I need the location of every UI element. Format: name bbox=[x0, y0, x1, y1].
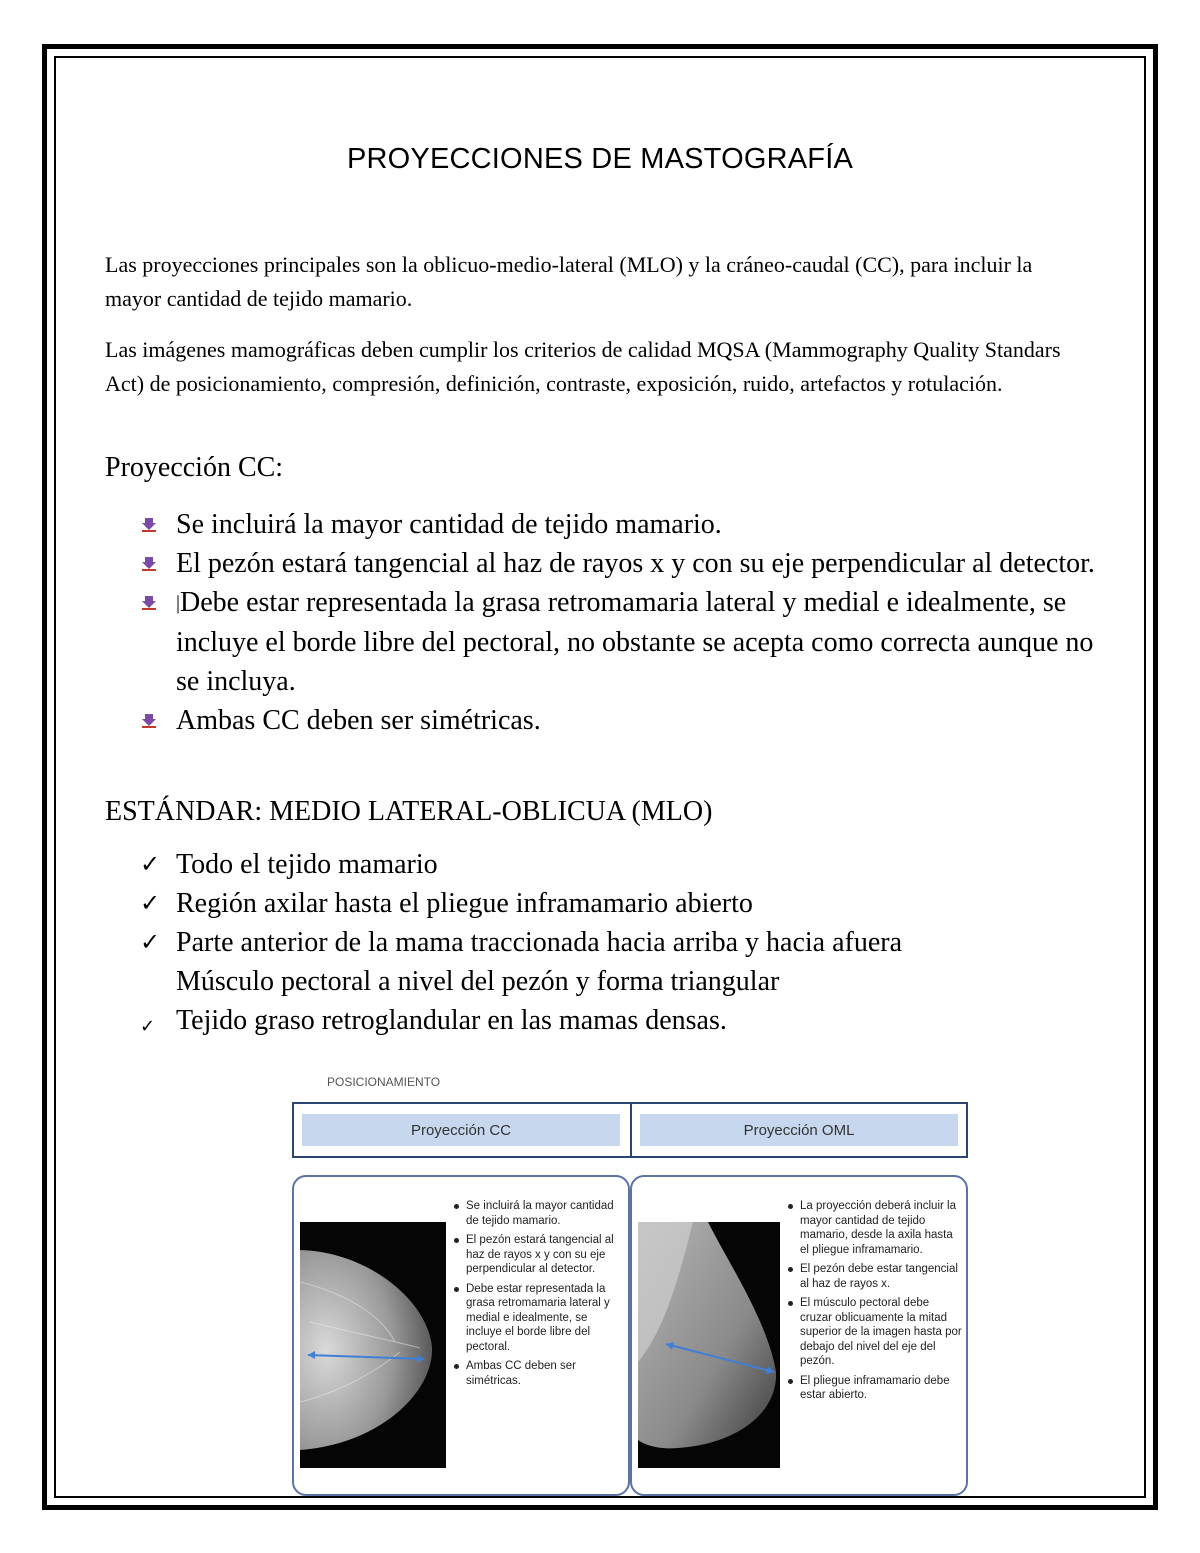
mlo-item-text: Tejido graso retroglandular en las mamas densas. bbox=[176, 1005, 727, 1036]
oml-breast-xray bbox=[638, 1222, 780, 1468]
cc-heading: Proyección CC: bbox=[105, 452, 284, 483]
check-icon: ✓ bbox=[140, 889, 161, 917]
oml-figure-bullets bbox=[786, 1199, 964, 1408]
arrow-down-bullet-icon bbox=[142, 714, 156, 728]
oml-panel bbox=[630, 1175, 968, 1496]
oml-mammogram-image bbox=[638, 1222, 780, 1468]
list-item: La proyección deberá incluir la mayor cantidad de tejido mamario, desde la axila hasta el pliegue inframamario. bbox=[786, 1199, 964, 1257]
list-item: El pezón estará tangencial al haz de rayos x y con su eje perpendicular al detector. bbox=[452, 1233, 626, 1277]
cc-item-text: Ambas CC deben ser simétricas. bbox=[176, 705, 541, 736]
check-icon: ✓ bbox=[140, 850, 161, 878]
list-item bbox=[0, 923, 1110, 962]
check-icon: ✓ bbox=[140, 1016, 156, 1037]
text-cursor-mark: | bbox=[176, 592, 181, 614]
list-item bbox=[0, 701, 1110, 740]
figure-header bbox=[292, 1102, 968, 1158]
arrow-down-bullet-icon bbox=[142, 557, 156, 571]
mlo-item-text: Parte anterior de la mama traccionada hacia arriba y hacia afuera bbox=[176, 927, 903, 958]
arrow-down-bullet-icon bbox=[142, 518, 156, 532]
cc-breast-xray bbox=[300, 1222, 446, 1468]
intro-paragraph-2: Las imágenes mamográficas deben cumplir los criterios de calidad MQSA (Mammography Quality Standars Act) de posicionamiento, compresión, definición, contraste, exposición, ruido, artefactos y rotulación. bbox=[105, 337, 1061, 396]
cc-item-text: El pezón estará tangencial al haz de rayos x y con su eje perpendicular al detector. bbox=[176, 548, 1095, 579]
mlo-heading: ESTÁNDAR: MEDIO LATERAL-OBLICUA (MLO) bbox=[105, 796, 713, 827]
list-item: El músculo pectoral debe cruzar oblicuamente la mitad superior de la imagen hasta por debajo del nivel del eje del pezón. bbox=[786, 1296, 964, 1369]
list-item bbox=[0, 544, 1110, 583]
list-item: Ambas CC deben ser simétricas. bbox=[452, 1359, 626, 1388]
cc-figure-bullets bbox=[452, 1199, 626, 1393]
cc-mammogram-image bbox=[300, 1222, 446, 1468]
list-item: Debe estar representada la grasa retromamaria lateral y medial e idealmente, se incluye el borde libre del pectoral. bbox=[452, 1282, 626, 1355]
list-item bbox=[0, 884, 1110, 923]
tab-cc: Proyección CC bbox=[302, 1114, 620, 1146]
list-item bbox=[0, 505, 1110, 544]
list-item bbox=[0, 962, 1110, 1001]
page-title: PROYECCIONES DE MASTOGRAFÍA bbox=[346, 143, 853, 175]
cc-item-text: Debe estar representada la grasa retromamaria lateral y medial e idealmente, se incluye el borde libre del pectoral, no obstante se acepta como correcta aunque no se incluya. bbox=[176, 587, 1094, 697]
list-item bbox=[0, 845, 1110, 884]
cc-item-text: Se incluirá la mayor cantidad de tejido mamario. bbox=[176, 509, 722, 540]
mlo-criteria-list bbox=[0, 845, 1110, 1040]
intro-paragraph-1: Las proyecciones principales son la oblicuo-medio-lateral (MLO) y la cráneo-caudal (CC), para incluir la mayor cantidad de tejido mamario. bbox=[105, 252, 1033, 311]
arrow-down-bullet-icon bbox=[142, 596, 156, 610]
cc-panel bbox=[292, 1175, 630, 1496]
list-item bbox=[0, 583, 1110, 701]
tab-oml: Proyección OML bbox=[640, 1114, 958, 1146]
list-item: Se incluirá la mayor cantidad de tejido mamario. bbox=[452, 1199, 626, 1228]
mlo-item-text: Región axilar hasta el pliegue inframamario abierto bbox=[176, 888, 753, 919]
header-divider bbox=[630, 1104, 632, 1156]
check-icon: ✓ bbox=[140, 928, 161, 956]
list-item bbox=[0, 1001, 1110, 1040]
list-item: El pezón debe estar tangencial al haz de rayos x. bbox=[786, 1262, 964, 1291]
mlo-item-text: Todo el tejido mamario bbox=[176, 849, 438, 880]
mlo-item-text: Músculo pectoral a nivel del pezón y forma triangular bbox=[176, 966, 780, 997]
cc-criteria-list bbox=[0, 505, 1110, 740]
list-item: El pliegue inframamario debe estar abierto. bbox=[786, 1374, 964, 1403]
figure-label: POSICIONAMIENTO bbox=[327, 1075, 441, 1089]
